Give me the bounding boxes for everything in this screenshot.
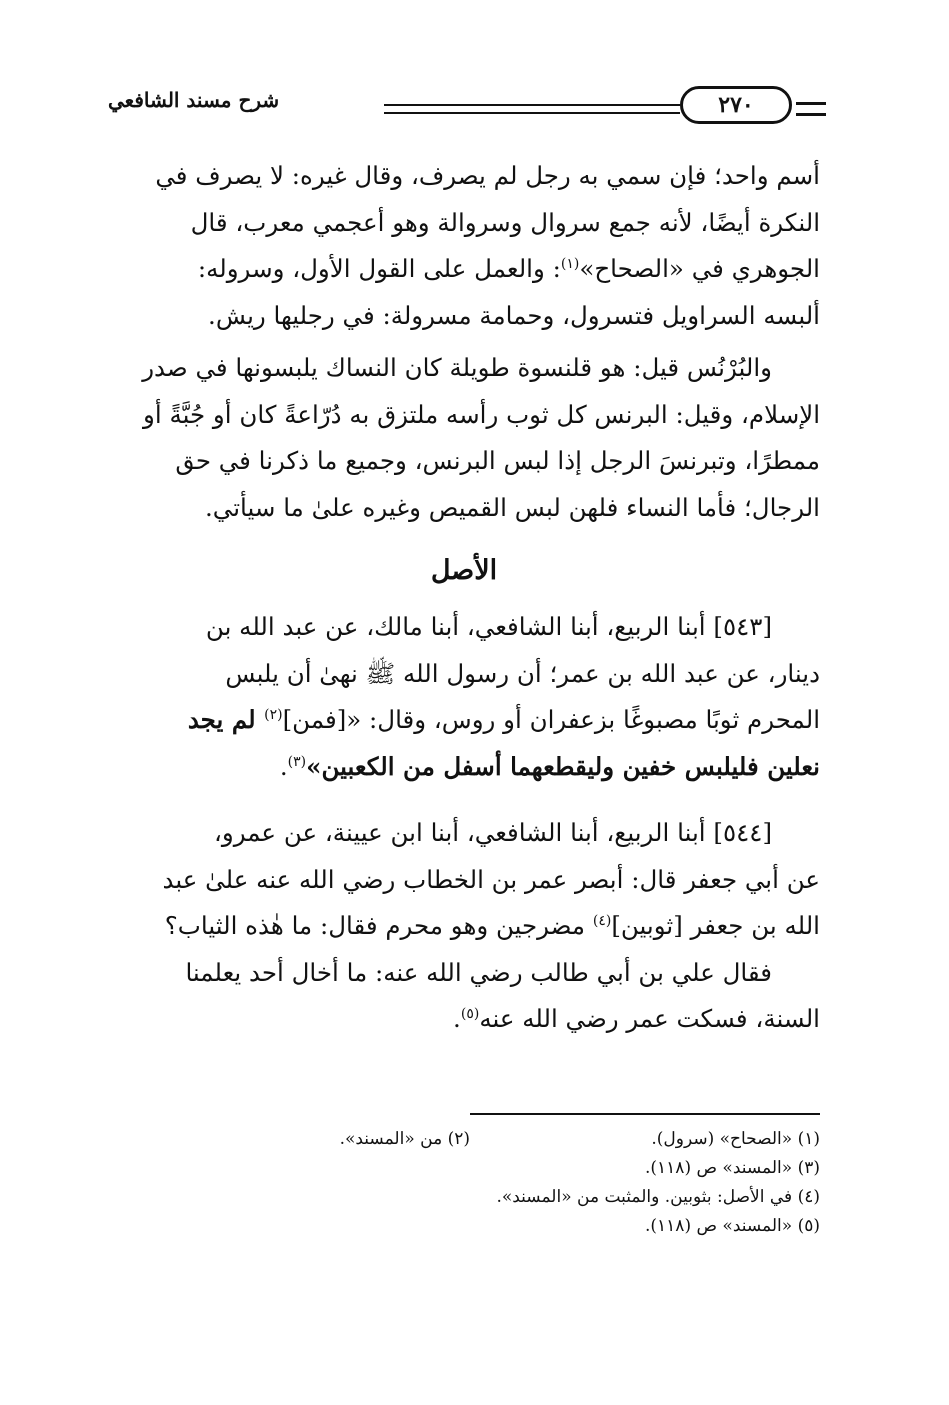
footnote-1: (١) «الصحاح» (سرول). [651, 1129, 820, 1149]
footnote-ref: (٥) [460, 1005, 480, 1022]
footnote-ref: (٣) [287, 753, 307, 770]
header-rule [384, 104, 680, 114]
running-title: شرح مسند الشافعي [108, 88, 280, 112]
commentary-paragraph-2 [108, 345, 820, 531]
text-line: الجوهري في «الصحاح»$^{(١)}$: والعمل على القول الأول، وسروله: [197, 254, 820, 283]
footnote-row [108, 1125, 820, 1154]
footnote-ref: (٤) [592, 912, 612, 929]
commentary-paragraph-1 [108, 153, 820, 339]
text-line: [٥٤٣] أبنا الربيع، أبنا الشافعي، أبنا مالك، عن عبد الله بن [205, 612, 772, 641]
footnote-5: (٥) «المسند» ص (١١٨). [644, 1216, 820, 1236]
text-line: دينار، عن عبد الله بن عمر؛ أن رسول الله ﷺ نهىٰ أن يلبس [225, 658, 820, 688]
footnote-ref: (٢) [264, 706, 283, 723]
hadith-543 [108, 604, 820, 790]
page-header [108, 82, 820, 128]
text-line: والبُرْنُس قيل: هو قلنسوة طويلة كان النساك يلبسونها في صدر [142, 353, 772, 382]
text-line: النكرة أيضًا، لأنه جمع سروال وسروالة وهو أعجمي معرب، قال [190, 207, 820, 237]
text-line: ممطرًا، وتبرنسَ الرجل إذا لبس البرنس، وجميع ما ذكرنا في حق [175, 446, 820, 475]
header-ornament [796, 102, 826, 116]
text-line: الله بن جعفر [ثوبين]$^{(٤)}$ مضرجين وهو محرم فقال: ما هٰذه الثياب؟ [164, 911, 820, 940]
page-number: ٢٧٠ [680, 86, 792, 124]
text-line: فقال علي بن أبي طالب رضي الله عنه: ما أخال أحد يعلمنا [185, 957, 772, 987]
text-line: السنة، فسكت عمر رضي الله عنه$^{(٥)}$. [453, 1004, 820, 1033]
text-line: أسم واحد؛ فإن سمي به رجل لم يصرف، وقال غيره: لا يصرف في [155, 161, 820, 190]
footnote-separator [470, 1113, 820, 1115]
text-line: [٥٤٤] أبنا الربيع، أبنا الشافعي، أبنا ابن عيينة، عن عمرو، [214, 818, 772, 847]
footnote-2: (٢) من «المسند». [339, 1129, 470, 1149]
text-line: الإسلام، وقيل: البرنس كل ثوب رأسه ملتزق به دُرّاعةً كان أو جُبَّةً أو [143, 399, 820, 429]
footnotes [108, 1125, 820, 1241]
footnote-ref: (١) [560, 255, 580, 272]
text-line: نعلين فليلبس خفين وليقطعهما أسفل من الكعبين»$^{(٣)}$. [279, 751, 820, 781]
text-line: عن أبي جعفر قال: أبصر عمر بن الخطاب رضي الله عنه علىٰ عبد [162, 864, 820, 894]
footnote-3: (٣) «المسند» ص (١١٨). [644, 1158, 820, 1178]
text-line: الرجال؛ فأما النساء فلهن لبس القميص وغيره علىٰ ما سيأتي. [205, 492, 820, 522]
text-line: المحرم ثوبًا مصبوغًا بزعفران أو روس، وقال: «[فمن]$^{(٢)}$ لم يجد [187, 705, 820, 734]
text-line: ألبسه السراويل فتسرول، وحمامة مسرولة: في رجليها ريش. [208, 300, 820, 330]
footnote-4: (٤) في الأصل: بثوبين. والمثبت من «المسند». [496, 1187, 820, 1207]
hadith-544 [108, 810, 820, 1043]
section-heading: الأصل [430, 555, 498, 586]
